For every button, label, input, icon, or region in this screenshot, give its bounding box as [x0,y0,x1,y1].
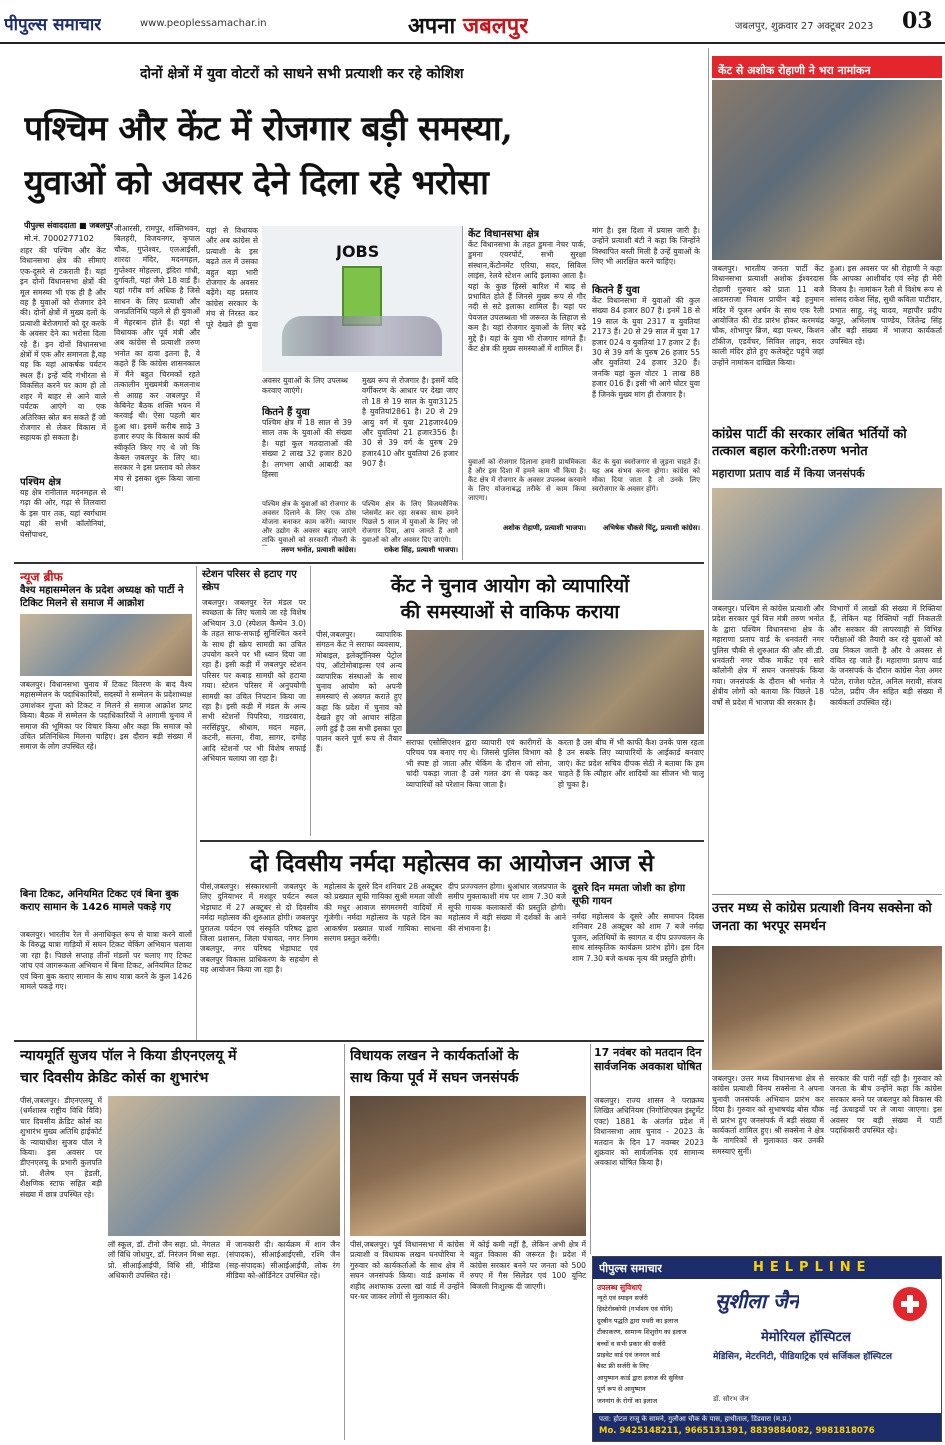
narmada-title: दो दिवसीय नर्मदा महोत्सव का आयोजन आज से [250,850,654,877]
lead-col3-yuva: पश्चिम क्षेत्र में 18 साल से 39 साल तक के युवाओं की संख्या है। यहां कुल मतदाताओं की संख्या 2 लाख 32 हजार 820 है। लगभग आधी आबादी का हिस्सा [262,418,352,480]
quote-left-by: तरुण भनोत, प्रत्याशी कांग्रेस। [281,546,356,554]
lead-kicker: दोनों क्षेत्रों में युवा वोटरों को साधने सभी प्रत्याशी कर रहे कोशिश [140,66,464,82]
quote-right: पश्चिम क्षेत्र के लिए विजयसैनिक प्लेसमेंट कर रहा सबका साथ हमने पिछले 5 साल में युवाओं के लिए जो रोजगार दिया, आप जानते हैं आगे युवाओं को और अवसर दिए जाएंगे। [362,500,458,544]
helpline-service-item: दूरबीन पद्धति द्वारा पथरी का इलाज [597,1316,679,1325]
helpline-service-item: जननांग के रोगों का इलाज [597,1396,658,1405]
sujoy-col2: लॉ स्कूल, डॉ. टीनो जैन सहा. प्रो. नेगलत लॉ विधि जोधपुर, डॉ. निरंजन मिश्रा सहा. प्रो. सीआईआईपी, विधि सी, मीडिया अधिकारी उपस्थित रहे। [108,1240,220,1281]
sujoy-photo [108,1096,340,1236]
hospital-address-bar [593,1413,941,1441]
helpline-service-item: हिस्टेरोस्कोपी (गर्भाशय एवं योनि) [597,1305,673,1314]
hospital-doctor: डॉ. सौरभ जैन [713,1395,749,1403]
jobs-sign: JOBS [336,242,380,261]
saxena-col2: सरकार की पारी नहीं रही है। गुरुवार को जनता के बीच उन्होंने कहा कि कांग्रेस सरकार बनने पर जबलपुर को विकास की नई ऊंचाइयों पर ले जाया जाएगा। इस अवसर पर बड़ी संख्या में पार्टी पदाधिकारी उपस्थित रहे। [830,1074,942,1136]
rohani-title: केंट से अशोक रोहाणी ने भरा नामांकन [718,64,871,77]
narmada-col1: पीसं,जबलपुर। संस्कारधानी जबलपुर के लिए दुनियाभर में मशहूर पर्यटन स्थल भेड़ाघाट में 27 अक्टूबर से दो दिवसीय नर्मदा महोत्सव की शुरुआत होगी। जबलपुर पुरातत्व पर्यटन एवं संस्कृति परिषद द्वारा जिला प्रशासन, जिला पंचायत, नगर निगम जबलपुर, नगर परिषद भेड़ाघाट एवं जबलपुर विकास प्राधिकरण के सहयोग से यह आयोजन किया जा रहा है। [200,882,318,975]
lead-col6-yuva: केंट विधानसभा में युवाओं की कुल संख्या 84 हजार 807 है। इनमें 18 से 19 साल के युवा 2317 व युवतियां 2173 हैं। 20 से 29 साल में युवा 17 हजार 024 व युवतियां 17 हजार 2 हैं। 30 से 39 वर्ग के पुरुष 26 हजार 55 और युवतियां 24 हजार 320 हैं। जनकि यहां कुल वोटर 1 लाख 88 हजार 016 हैं। इसी भी आगे घोटर युवा हैं जिनके मुख्य मांग ही रोजगार है। [592,296,700,399]
brand-logo: पीपुल्स समाचार [4,15,102,35]
lead-col1b: यह क्षेत्र रानीताल मदनमहल से गढ़ा की ओर, गढ़ा से तिलवारा के इस पार तक, यहां स्वर्गधाम यहां की सभी कॉलोनियां, घेसोंपाथर, [20,488,106,539]
sujoy-divider [344,1044,345,1440]
lead-col1: शहर की पश्चिम और केंट विधानसभा क्षेत्र की सीमाएं एक-दूसरे से टकराती हैं। यहां इन दोनों विधानसभा क्षेत्रों की मूल समस्या भी एक ही है और वह है युवाओं को रोजगार देने की। दोनों क्षेत्रों में मुख्य दलों के प्रत्याशी बेरोजगारों को दूर करके के अवसर देने का भरोसा दिला रहे हैं। इन दोनों विधानसभा क्षेत्रों में एक और समानता है,वह यह कि यहां आकर्षक पर्यटन स्थल हैं। इन्हें यदि गंभीरता से विकसित करने पर काम हो तो शहर में बाहर से आने वाले पर्यटक आएंगे वा एक अतिरिक्त स्रोत बन सकते हैं जो रोजगार से लेकर विकास में सहायक हो सकता है। [20,246,106,443]
mid-rule [14,562,704,564]
helpline-word: HELPLINE [753,1260,872,1275]
col6-quote-box [592,458,700,558]
lead-col-divider [462,226,463,560]
helpline-service-item: पूर्ण रूप से आयुष्मान [597,1385,646,1394]
traders-title-2: की समस्याओं से वाकिफ कराया [400,601,620,623]
bhanot-col1: जबलपुर। पश्चिम से कांग्रेस प्रत्याशी और प्रदेश सरकार पूर्व वित्त मंत्री तरुण भनोत के द्वारा पश्चिम विधानसभा क्षेत्र के महाराणा प्रताप वार्ड के धनवंतरी नगर पुलिस चौकी से शुरुआत की और सी.डी. धनवंतरी नगर चौक मार्केट एवं सारे कॉलोनी क्षेत्र में सघन जनसंपर्क किया गया। जनसंपर्क के दौरान श्री भनोत ने क्षेत्रीय लोगों को बताया कि पिछले 18 वर्षों से प्रदेश में भाजपा की सरकार है। [712,604,824,707]
helpline-service-item: टीकाकरण, सामान्य शिशुरोग का इलाज [597,1328,687,1337]
lead-col6: मांग है। इस दिशा में प्रयास जारी है। उन्होंने प्रत्याशी बंटी ने कहा कि जिन्होंने विस्थापित बस्ती मिली है उन्हें युवाओं के लिए भी आरक्षित करने चाहिए। [592,226,700,267]
helpline-service-item: बच्चों व सभी प्रकार की सर्जरी [597,1339,666,1348]
hospital-address: पता: होटल राजू के सामने, गुलौआ चौक के पास, हाथीताल, डिंडवारा (म.प्र.) [599,1415,792,1423]
traders-col3: करता है उस बीच में भी काफी कैश उनके पास रहता है उन सबके लिए व्यापारियों के आईकार्ड बनवाए जाएं। केंट प्रदेश सचिव दीपक सेठी ने बताया कि हम चाहते हैं कि त्यौहार और शादियों का सीजन भी चालू हो चुका है। [558,738,704,789]
brief-item1-title: वैश्य महासम्मेलन के प्रदेश अध्यक्ष को पार्टी ने टिकिट मिलने से समाज में आक्रोश [20,585,184,609]
lakhan-divider [590,1044,591,1254]
rohani-title-bar [712,56,942,78]
traders-title-1: केंट ने चुनाव आयोग को व्यापारियों [390,575,630,597]
helpline-brand: पीपुल्स समाचार [599,1262,662,1275]
lakhan-col2: में कोई कमी नहीं है, लेकिन अभी क्षेत्र में बहुत विकास की जरूरत है। प्रदेश में कांग्रेस सरकार बनने पर जनता को 500 रुपए में गैस सिलेंडर एवं 100 यूनिट बिजली निःशुल्क दी जाएगी। [470,1240,586,1291]
page-number: 03 [902,8,933,34]
right-column-divider [708,48,709,1128]
jobs-people [282,316,442,356]
traders-col1: पीसं,जबलपुर। व्यापारिक संगठन केंट ने सराफा व्यवसाय, मोबाइल, इलेक्ट्रॉनिक्स पेट्रोल पंप, ऑटोमोबाइल्स एवं अन्य व्यापारिक संस्थाओं के साथ चुनाव आयोग को अपनी समस्याएं से अवगत कराते हुए कहा कि प्रदेश में चुनाव को देखते हुए जो आचार संहिता लगी हुई है उस सभी इसका पूरा पालन करने पूर्ण रूप से तैयार हैं। [316,630,402,754]
station-divider [310,566,311,836]
bhanot-photo [712,488,942,600]
brief-item2-title: बिना टिकट, अनियमित टिकट एवं बिना बुक कराए सामान के 1426 मामले पकड़े गए [20,889,179,913]
holiday-text: जबलपुर। राज्य शासन ने पराक्रम्य लिखित अधिनियम (निगोशिएबल इंस्ट्रूमेंट एक्ट) 1881 के अंतर्गत प्रदेश में विधानसभा आम चुनाव - 2023 के मतदान के दिन 17 नवम्बर 2023 शुक्रवार को सार्वजनिक एवं सामान्य अवकाश घोषित किया है। [594,1096,704,1168]
bhanot-title: कांग्रेस पार्टी की सरकार लंबित भर्तियों को तत्काल बहाल करेगी:तरुण भनोत [712,427,907,459]
brief-item1-text: जबलपुर। विधानसभा चुनाव में टिकट वितरण के बाद वैश्य महासम्मेलन के पदाधिकारियों, सदस्यों ने सम्मेलन के प्रदेशाध्यक्ष उमाशंकर गुप्ता को टिकट न मिलने से समाज आक्रोश प्रगट किया। बैठक में सम्मेलन के पदाधिकारियों ने आगामी चुनाव में समाज की भूमिका पर विचार किया और कहा कि समाज को उचित प्रतिनिधित्व मिलना चाहिए। इस दौरान बड़ी संख्या में समाज के लोग उपस्थित रहे। [20,680,192,752]
saxena-rule [712,894,942,895]
section-prefix: अपना [408,13,456,39]
website-url: www.peoplessamachar.in [140,18,267,29]
col6-quote: केंट के युवा स्वरोजगार से जुड़ना चाहते हैं। यह अब संभव करना होगा। कांग्रेस को मौका दिया जाता है तो उनके लिए स्वरोजगार के अवसर होंगे। [592,458,700,493]
hospital-title: मेमोरियल हॉस्पिटल [761,1330,851,1345]
masthead-rule [0,42,945,44]
saxena-title: उत्तर मध्य से कांग्रेस प्रत्याशी विनय सक्सेना को जनता का भरपूर समर्थन [712,901,932,934]
sujoy-title-1: न्यायमूर्ति सुजय पॉल ने किया डीएनएलयू में [20,1048,237,1064]
lead-col6-subhead: कितने हैं युवा [592,285,640,296]
cantt-subhead: केंट विधानसभा क्षेत्र [468,229,540,240]
lead-col3: यहां से विधायक और अब कांग्रेस से प्रत्याशी के इस बढ़ते तल में उसका बहुत बड़ा भारी रोजगार के अवसर बढ़ेंगे। यह प्रस्ताव कांग्रेस सरकार के मंच से निरस्त कर पूरे देखते ही युवा [206,226,258,329]
sujoy-col1: पीसं,जबलपुर। डीएनएलयू में (धर्मशास्त्र राष्ट्रीय विधि विवि) चार दिवसीय क्रेडिट कोर्स का शुभारंभ मुख्य अतिथि हाईकोर्ट के न्यायाधीश सुजय पॉल ने किया। इस अवसर पर डीएनएलयू के प्रभारी कुलपति प्रो. शैलेष एन हेडली, शैक्षणिक स्टाफ सहित बड़ी संख्या में छात्र उपस्थित रहे। [20,1096,102,1199]
brief-tag: न्यूज ब्रीफ [20,570,63,584]
jobs-image [262,226,462,372]
cantt-quote: युवाओं को रोजगार दिलाना हमारी प्राथमिकता है और इस दिशा में हमने काम भी किया है। कैंट क्षेत्र में रोजगार के अवसर उपलब्ध करवाने के लिए योजनाबद्ध तरीके से काम किया जाएगा। [468,458,586,502]
bottom-rule [14,1040,704,1042]
station-text: जबलपुर। जबलपुर रेल मंडल पर स्वच्छता के लिए चलाये जा रहे विशेष अभियान 3.0 (स्पेशल कैम्पेन 3.0) के तहत साफ-सफाई सुनिश्चित करने के साथ ही स्क्रेप सामग्री का उचित उपयोग करने पर भी ध्यान दिया जा रहा है। इसी कड़ी में जबलपुर स्टेशन परिसर पर कबाड़ सामग्री को हटाया गया। स्टेशन परिसर में अनुपयोगी सामग्री का उचित निपटान किया जा रहा है। इसी कड़ी में मंडल के अन्य सभी स्टेशनों पिपरिया, गाडरवारा, नरसिंहपुर, श्रीधाम, मदन महल, कटनी, सतना, रीवा, सागर, दमोह आदि स्टेशनों पर भी विशेष सफाई अभियान चलाया जा रहा है। [202,598,306,764]
lead-col2: जीआरसी, रामपुर, शक्तिभवन, बिलहरी, विजयनगर, कृपाल चौक, गुप्तेश्वर, एलआईसी, शारदा मंदिर, मदनमहल, गुप्तेश्वर मोहल्ला, इंदिरा गांधी, दुर्गावती, यहां जैसे 18 वार्ड हैं। यहां गरीब वर्ग अधिक है जिसे साधन के लिए प्रत्याशी और जनप्रतिनिधि पहले से ही युवाओं में मेहरबान होते हैं। यहां से विधायक और पूर्व मंत्री और अब कांग्रेस से प्रत्याशी तरुण भनोत का दावा इतना है, वे कहते हैं कि कांग्रेस शासनकाल में मैंने बहुत चिरमकों रहते तत्कालीन मुख्यमंत्री कमलनाथ से आग्रह कर जबलपुर में केबिनेट बैठक शक्ति भवन में करवाई थी। ऐसा पहली बार हुआ था। इसमें करीब साढ़े 3 हजार रुपए के विकास कार्य की स्वीकृति किए गए थे जो कि केबल जबलपुर के लिए था। सरकार ने इस प्रस्ताव को लेकर मंच से इसका शुरू किया जाना था। [114,224,200,494]
lakhan-col1: पीसं,जबलपुर। पूर्व विधानसभा में कांग्रेस प्रत्याशी व विधायक लखन घनघोरिया ने गुरुवार को कार्यकर्ताओं के साथ क्षेत्र में सघन जनसंपर्क किया। वार्ड क्रमांक में शहीद अशफाक उल्ला खां वार्ड में उन्होंने घर-घर जाकर लोगों से मुलाकात की। [350,1240,464,1302]
rohani-col2: हुआ। इस अवसर पर श्री रोहाणी ने कहा कि आपका आशीर्वाद एवं स्नेह ही मेरी विजय है। नामांकन रैली में विशेष रूप से सांसद राकेश सिंह, सुधी कविता पाटीदार, प्रभात साहू, नंदू यादव, महापौर प्रदीप कपूर, अभिलाष पाण्डेय, जितेन्द्र सिंह और बड़ी संख्या में भाजपा कार्यकर्ता उपस्थित रहे। [830,264,942,346]
traders-col2: सराफा एसोसिएशन द्वारा व्यापारी एवं कारीगरों के परिचय पत्र बनाए गए थे। जिससे पुलिस विभाग को भी स्पष्ट हो जाता और चेकिंग के दौरान जो सोना, चांदी पकड़ा जाता है उसे गलत ढंग से पकड़ कर व्यापारियों को परेशान किया जाता है। [406,738,552,789]
cantt-quote-box [468,458,586,558]
hospital-name: सुशीला जैन [715,1289,799,1313]
lead-col4-yuva: मुख्य रूप से रोजगार है। इसमें यदि वर्गीकरण के आधार पर देखा जाए तो 18 से 19 साल के युवा3125 है युवतियां2861 है। 20 से 29 आयु वर्ग में युवा 21हजार409 और युवतियां 21 हजार356 है। 30 से 39 वर्ग के पुरुष 29 हजार410 और युवतियां 26 हजार 907 है। [362,376,458,469]
sujoy-col3: में जानकारी दी। कार्यक्रम में शान जैन (संपादक), सीआईआईएसी, रश्मि जैन (सह-संपादक) सीआईआईपी, लोक रंग मीडिया को-ऑर्डिनेटर उपस्थित रहे। [226,1240,340,1281]
lead-mobile: मो.नं. 7000277102 [24,234,94,243]
section-city: जबलपुर [462,13,529,39]
narmada-rule [200,840,704,842]
lead-col1-subhead: पश्चिम क्षेत्र [20,477,62,488]
red-cross-v [907,1295,913,1313]
station-title: स्टेशन परिसर से हटाए गए स्क्रेप [202,569,297,593]
hospital-phones: Mo. 9425148211, 9665131391, 8839884082, 9981818076 [599,1426,875,1436]
helpline-service-item: आयुष्मान कार्ड द्वारा इलाज की सुविधा [597,1373,684,1382]
helpline-services [597,1283,707,1411]
lead-col3-subhead: कितने हैं युवा [262,407,310,418]
brief-divider [196,566,197,1042]
red-cross-icon [893,1287,927,1321]
lakhan-photo [350,1096,586,1236]
lead-headline-2: युवाओं को अवसर देने दिला रहे भरोसा [24,163,489,203]
helpline-header [593,1257,941,1279]
lakhan-title-2: साथ किया पूर्व में सघन जनसंपर्क [350,1070,519,1086]
cantt-quote-by: अशोक रोहाणी, प्रत्याशी भाजपा। [502,524,586,532]
quote-right-box [362,500,458,558]
sujoy-title-2: चार दिवसीय क्रेडिट कोर्स का शुभारंभ [20,1070,209,1086]
masthead [0,0,945,44]
bhanot-col2: विभागों में लाखों की संख्या में रिक्तियां हैं, लेकिन यह रिक्तियों नहीं निकलती और सरकार की लापरवाही से विभिन्न परीक्षाओं की तैयारी कर रहे युवाओं को उम्र निकल जाती है और वे अवसर से वंचित रह जाते हैं। महाराणा प्रताप वार्ड के जनसंपर्क के दौरान कांग्रेस नेता अमर पटेल, राजेश पटेल, अनिल मरावी, संजय पटेल, प्रदीप जैन सहित बड़ी संख्या में कार्यकर्ता उपस्थित रहे। [830,604,942,707]
brief-item2-text: जबलपुर। भारतीय रेल में अनाधिकृत रूप से यात्रा करने वालों के विरुद्ध यात्रा गाड़ियों में सघन टिकट चेकिंग अभियान चलाया जा रहा है। पिछले सप्ताह तीनों मंडलों पर चलाए गए टिकट जांच एवं जागरूकता अभियान में बिना टिकट, अनियमित टिकट एवं बिना बुक कराए सामान के साथ यात्रा करने के कुल 1426 मामले पकड़े गए। [20,930,192,992]
helpline-service-item: प्राइवेट वार्ड एवं जनरल वार्ड [597,1351,660,1360]
traders-photo [406,630,704,734]
rohani-col1: जबलपुर। भारतीय जनता पार्टी केंट विधानसभा प्रत्याशी अशोक ईश्वरदास रोहाणी गुरुवार को प्रातः 11 बजे आदमराजा निवास प्राचीन बड़े हनुमान मंदिर में पूजन अर्चन के साथ एक रैली आयोजित की रोड प्रारंभ होकर करमचंद्र चौक, शोभापुर ब्रिज, बड़ा पत्थर, किशन टॉकीज, एडवेंचर, सिविल लाइन, सदर काली मंदिर होते हुए कलेक्ट्रेट पहुंचे जहां उन्होंने नामांकन दाखिल किया। [712,264,824,367]
section-title [408,10,528,40]
quote-right-by: राकेश सिंह, प्रत्याशी भाजपा। [384,546,458,554]
narmada-col3: दीप प्रज्ज्वलन होगा। धुआंधार जलप्रपात के समीप मुक्ताकाशी मंच पर शाम 7.30 बजे सूफी गायक कलाकारों की प्रस्तुति होगी। महोत्सव में बड़ी संख्या में दर्शकों के आने की संभावना है। [448,882,566,933]
bhanot-subtitle: महाराणा प्रताप वार्ड में किया जनसंपर्क [712,467,865,480]
narmada-col2: महोत्सव के दूसरे दिन शनिवार 28 अक्टूबर को प्रख्यात सूफी गायिका सुश्री ममता जोशी की मधुर आवाज संगमरमरी वादियों में गूंजेगी। नर्मदा महोत्सव के पहले दिन का आकर्षण प्रख्यात पार्श्व गायिका साधना सरगम प्रस्तुत करेंगी। [324,882,442,944]
helpline-service-item: न्यूरो एवं स्पाइन सर्जरी [597,1294,648,1302]
cantt-text: केंट विधानसभा के तहत डुमना नेचर पार्क, डुमना एयरपोर्ट, सभी सुरक्षा संस्थान,केंटोनमेंट एरिया, सदर, सिविल लाइंस, रेलवे स्टेशन आदि इलाका आता है। यहां के कुछ हिस्से बारिश में बाढ़ से प्रभावित होते हैं जिनसे मुख्य रूप से गौर नदी से सटे इलाका शामिल है। यहां पर पेयजल उपलब्धता भी जरूरत के लिहाज से कम है। यहां रोजगार युवाओं के लिए बढ़े मुद्दे है। यहां के युवा भी रोजगार मांगते हैं। केंट क्षेत्र की मुख्य समस्याओं में शामिल हैं। [468,240,586,354]
quote-left: पश्चिम क्षेत्र के युवाओं को रोजगार के अवसर दिलाने के लिए एक ठोस योजना बनाकर काम करेंगे। व्यापार और उद्योग के अवसर बढ़ाए जाएंगे ताकि युवाओं को सरकारी नौकरी के [262,500,356,544]
holiday-title: 17 नवंबर को मतदान दिन सार्वजनिक अवकाश घोषित [594,1046,702,1073]
lead-col3-caption: अवसर युवाओं के लिए उपलब्ध करवाए जाएंगे। [262,376,348,396]
saxena-photo [712,946,942,1070]
helpline-services-title: उपलब्ध सुविधाएं [597,1283,642,1292]
helpline-service-item: बेस्ट फ्री सर्जरी के लिए [597,1362,649,1371]
narmada-col4-title: दूसरे दिन ममता जोशी का होगा सूफी गायन [572,883,686,907]
saxena-col1: जबलपुर। उत्तर मध्य विधानसभा क्षेत्र से कांग्रेस प्रत्याशी विनय सक्सेना ने अपना चुनावी जनसंपर्क अभियान प्रारंभ कर दिया है। गुरुवार को सुभाषचंद्र बोस चौक से प्रारंभ हुए जनसंपर्क में बड़ी संख्या में कार्यकर्ता शामिल हुए। श्री सक्सेना ने क्षेत्र के नागरिकों से मुलाकात कर उनकी समस्याएं सुनीं। [712,1074,824,1156]
narmada-col4: नर्मदा महोत्सव के दूसरे और समापन दिवस शनिवार 28 अक्टूबर को शाम 7 बजे नर्मदा पूजन, अतिथियों के स्वागत व दीप प्रज्ज्वलन के साथ सांस्कृतिक कार्यक्रम प्रारंभ होंगे। इस दिन शाम 7.30 बजे कथक नृत्य की प्रस्तुति होगी। [572,912,704,963]
hospital-sub: मेडिसिन, मेटरनिटी, पीडियाट्रिक एवं सर्जिकल हॉस्पिटल [713,1352,892,1362]
helpline-ad [592,1256,942,1442]
col6-quote-by: अभिषेक चौकसे चिंटू, प्रत्याशी कांग्रेस। [602,524,700,532]
dateline: जबलपुर, शुक्रवार 27 अक्टूबर 2023 [735,21,874,32]
lakhan-title-1: विधायक लखन ने कार्यकर्ताओं के [350,1048,519,1064]
rohani-photo [712,80,942,260]
lead-byline: पीपुल्स संवाददाता ■ जबलपुर [24,221,114,230]
lead-headline-1: पश्चिम और केंट में रोजगार बड़ी समस्या, [24,109,513,149]
quote-left-box [262,500,356,558]
brief-item1-photo [20,614,192,676]
